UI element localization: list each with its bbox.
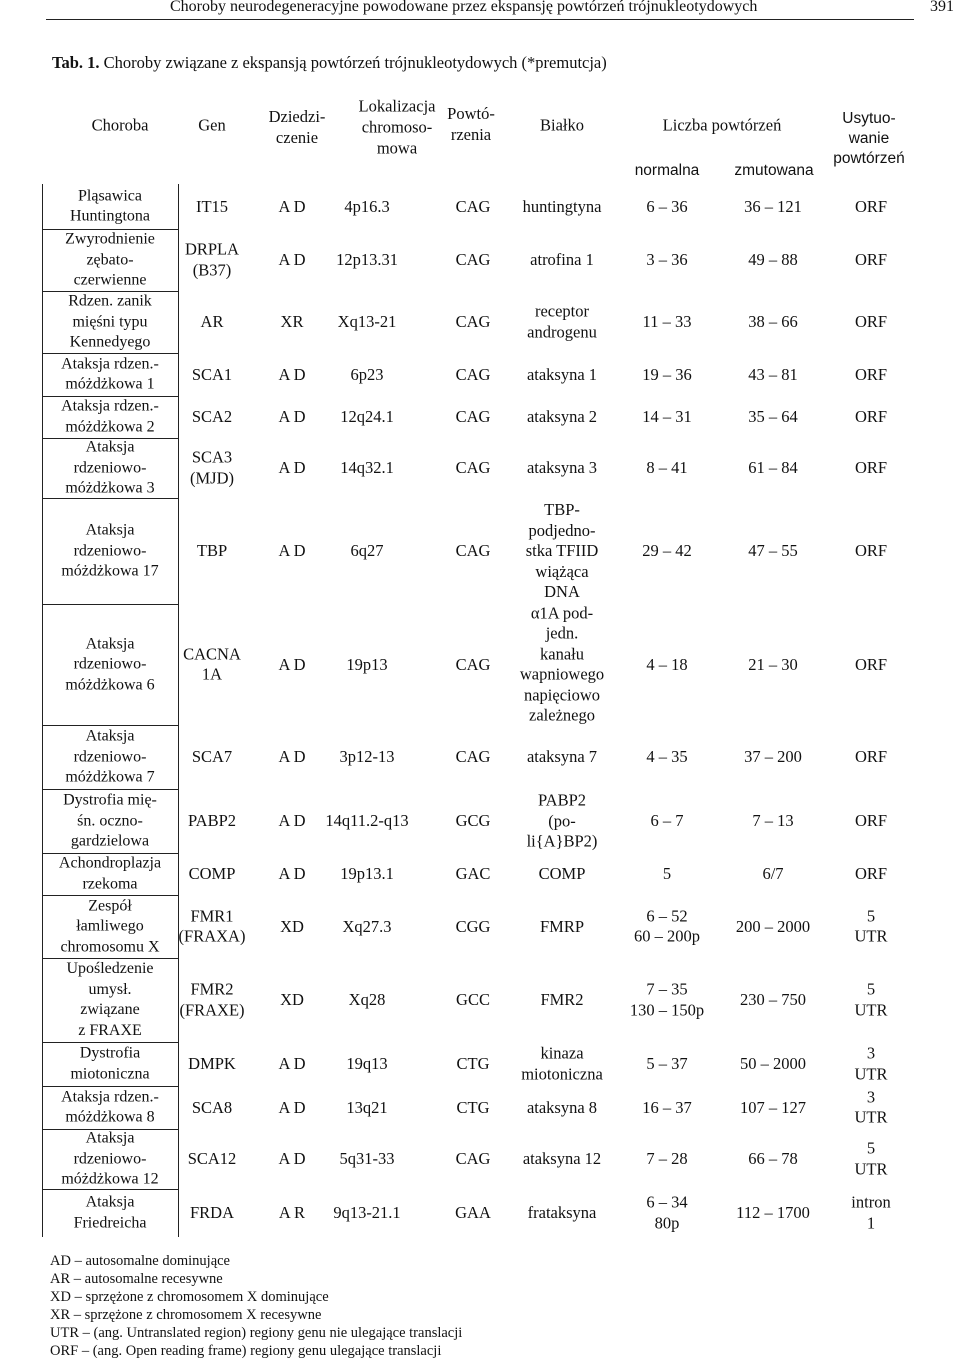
repeat-cell: CAG xyxy=(455,457,491,477)
location-cell: ORF xyxy=(854,540,888,560)
protein-cell: ataksyna 8 xyxy=(526,1097,598,1117)
legend-item: XD – sprzężone z chromosomem X dominujące xyxy=(50,1289,329,1305)
normal-cell: 5 xyxy=(662,863,672,883)
column-header-mutated: zmutowana xyxy=(734,162,814,179)
page-header xyxy=(0,0,960,20)
protein-cell: COMP xyxy=(538,863,586,883)
normal-cell: 6 – 34 80p xyxy=(646,1192,688,1232)
disease-cell: Dystrofia miotoniczna xyxy=(70,1044,150,1082)
mutated-cell: 35 – 64 xyxy=(748,406,798,426)
protein-cell: receptor androgenu xyxy=(527,301,597,341)
disease-cell: Zwyrodnienie zębato- czerwienne xyxy=(65,230,155,289)
location-cell: 3 UTR xyxy=(854,1087,888,1127)
normal-cell: 11 – 33 xyxy=(642,311,692,331)
normal-cell: 5 – 37 xyxy=(646,1053,688,1073)
mutated-cell: 50 – 2000 xyxy=(740,1053,806,1073)
gene-cell: PABP2 xyxy=(187,810,237,830)
mutated-cell: 107 – 127 xyxy=(740,1097,806,1117)
repeat-cell: CAG xyxy=(455,746,491,766)
location-cell: intron 1 xyxy=(851,1192,891,1232)
normal-cell: 6 – 36 xyxy=(646,196,688,216)
protein-cell: atrofina 1 xyxy=(530,249,594,269)
table-caption xyxy=(52,53,607,73)
disease-cell: Ataksja rdzen.- móżdżkowa 1 xyxy=(61,355,159,393)
column-header-protein: Białko xyxy=(540,115,584,135)
inheritance-cell: A D xyxy=(278,406,306,426)
location-cell: ORF xyxy=(854,406,888,426)
gene-cell: AR xyxy=(200,311,224,331)
protein-cell: PABP2 (po- li{A}BP2) xyxy=(526,790,598,851)
repeat-cell: CTG xyxy=(456,1053,490,1073)
mutated-cell: 200 – 2000 xyxy=(735,916,811,936)
gene-cell: FMR2 (FRAXE) xyxy=(179,979,245,1019)
normal-cell: 14 – 31 xyxy=(642,406,692,426)
inheritance-cell: A D xyxy=(278,1148,306,1168)
protein-cell: TBP- podjedno- stka TFIID wiążąca DNA xyxy=(525,499,599,601)
gene-cell: SCA3 (MJD) xyxy=(190,447,234,487)
inheritance-cell: A D xyxy=(278,249,306,269)
disease-cell: Dystrofia mię- śn. oczno- gardzielowa xyxy=(63,791,157,850)
inheritance-cell: A D xyxy=(278,746,306,766)
legend xyxy=(50,1252,462,1360)
normal-cell: 3 – 36 xyxy=(646,249,688,269)
repeat-cell: CAG xyxy=(455,249,491,269)
locus-cell: 4p16.3 xyxy=(344,196,390,216)
gene-cell: SCA7 xyxy=(191,746,233,766)
location-cell: ORF xyxy=(854,863,888,883)
locus-cell: 14q32.1 xyxy=(340,457,394,477)
locus-cell: 19q13 xyxy=(346,1053,388,1073)
inheritance-cell: A D xyxy=(278,810,306,830)
column-header-disease: Choroba xyxy=(91,115,149,135)
mutated-cell: 49 – 88 xyxy=(748,249,798,269)
inheritance-cell: A D xyxy=(278,1097,306,1117)
normal-cell: 4 – 18 xyxy=(646,654,688,674)
gene-cell: SCA12 xyxy=(187,1148,237,1168)
location-cell: ORF xyxy=(854,311,888,331)
locus-cell: 6q27 xyxy=(350,540,384,560)
column-header-gene: Gen xyxy=(198,115,226,135)
inheritance-cell: A D xyxy=(278,863,306,883)
legend-item: AD – autosomalne dominujące xyxy=(50,1253,230,1269)
locus-cell: Xq27.3 xyxy=(342,916,392,936)
running-title: Choroby neurodegeneracyjne powodowane przez ekspansję powtórzeń trójnukleotydowych xyxy=(170,0,758,15)
inheritance-cell: A D xyxy=(278,364,306,384)
disease-cell: Rdzen. zanik mięśni typu Kennedyego xyxy=(68,292,152,351)
location-cell: ORF xyxy=(854,196,888,216)
mutated-cell: 36 – 121 xyxy=(744,196,802,216)
disease-cell: Ataksja rdzen.- móżdżkowa 2 xyxy=(61,397,159,435)
location-cell: ORF xyxy=(854,746,888,766)
location-cell: ORF xyxy=(854,364,888,384)
repeat-cell: GCC xyxy=(456,989,490,1009)
mutated-cell: 7 – 13 xyxy=(752,810,794,830)
row-divider xyxy=(42,604,178,605)
mutated-cell: 38 – 66 xyxy=(748,311,798,331)
mutated-cell: 47 – 55 xyxy=(748,540,798,560)
disease-cell: Ataksja rdzeniowo- móżdżkowa 7 xyxy=(65,727,155,786)
locus-cell: 6p23 xyxy=(350,364,384,384)
disease-cell: Achondroplazja rzekoma xyxy=(58,854,162,892)
location-cell: 5 UTR xyxy=(854,979,888,1019)
disease-cell: Ataksja rdzeniowo- móżdżkowa 12 xyxy=(61,1129,159,1188)
gene-cell: SCA8 xyxy=(191,1097,233,1117)
inheritance-cell: A D xyxy=(278,196,306,216)
repeat-cell: GAA xyxy=(455,1202,491,1222)
locus-cell: 14q11.2-q13 xyxy=(325,810,409,830)
location-cell: 3 UTR xyxy=(854,1043,888,1083)
locus-cell: 12p13.31 xyxy=(336,249,398,269)
column-header-inheritance: Dziedzi- czenie xyxy=(268,107,326,147)
repeat-cell: CAG xyxy=(455,1148,491,1168)
locus-cell: 3p12-13 xyxy=(339,746,395,766)
mutated-cell: 61 – 84 xyxy=(748,457,798,477)
table-label: Tab. 1. xyxy=(52,53,100,72)
mutated-cell: 230 – 750 xyxy=(740,989,806,1009)
legend-item: AR – autosomalne recesywne xyxy=(50,1271,223,1287)
location-cell: 5 UTR xyxy=(854,1138,888,1178)
gene-cell: SCA1 xyxy=(191,364,233,384)
inheritance-cell: XD xyxy=(280,916,304,936)
mutated-cell: 43 – 81 xyxy=(748,364,798,384)
disease-cell: Upośledzenie umysł. związane z FRAXE xyxy=(66,960,154,1039)
repeat-cell: CAG xyxy=(455,406,491,426)
protein-cell: α1A pod- jedn. kanału wapniowego napięciowo zależnego xyxy=(519,603,605,725)
repeat-cell: CAG xyxy=(455,364,491,384)
column-header-repeat-count: Liczba powtórzeń xyxy=(662,115,782,135)
protein-cell: ataksyna 7 xyxy=(526,746,598,766)
gene-cell: FRDA xyxy=(189,1202,235,1222)
repeat-cell: CAG xyxy=(455,654,491,674)
normal-cell: 6 – 7 xyxy=(650,810,684,830)
location-cell: ORF xyxy=(854,249,888,269)
normal-cell: 19 – 36 xyxy=(642,364,692,384)
legend-item: ORF – (ang. Open reading frame) regiony genu ulegające translacji xyxy=(50,1343,442,1359)
protein-cell: ataksyna 3 xyxy=(526,457,598,477)
location-cell: 5 UTR xyxy=(854,906,888,946)
disease-cell: Ataksja rdzeniowo- móżdżkowa 6 xyxy=(65,634,155,693)
normal-cell: 4 – 35 xyxy=(646,746,688,766)
inheritance-cell: XD xyxy=(280,989,304,1009)
normal-cell: 6 – 52 60 – 200p xyxy=(634,906,700,946)
gene-cell: DMPK xyxy=(188,1053,236,1073)
disease-cell: Pląsawica Huntingtona xyxy=(70,187,150,225)
locus-cell: 19p13.1 xyxy=(340,863,394,883)
normal-cell: 16 – 37 xyxy=(642,1097,692,1117)
locus-cell: 5q31-33 xyxy=(339,1148,395,1168)
mutated-cell: 6/7 xyxy=(762,863,784,883)
column-header-location: Usytuo- wanie powtórzeń xyxy=(833,110,905,167)
normal-cell: 8 – 41 xyxy=(646,457,688,477)
repeat-diseases-table xyxy=(40,87,914,1239)
protein-cell: ataksyna 2 xyxy=(526,406,598,426)
repeat-cell: GCG xyxy=(455,810,491,830)
mutated-cell: 21 – 30 xyxy=(748,654,798,674)
column-header-normal: normalna xyxy=(634,162,700,179)
disease-cell: Ataksja rdzeniowo- móżdżkowa 3 xyxy=(65,438,155,497)
locus-cell: 13q21 xyxy=(346,1097,388,1117)
mutated-cell: 66 – 78 xyxy=(748,1148,798,1168)
page-number: 391 xyxy=(930,0,954,15)
gene-cell: COMP xyxy=(188,863,236,883)
repeat-cell: CTG xyxy=(456,1097,490,1117)
repeat-cell: CAG xyxy=(455,540,491,560)
inheritance-cell: A D xyxy=(278,457,306,477)
location-cell: ORF xyxy=(854,810,888,830)
inheritance-cell: A D xyxy=(278,540,306,560)
normal-cell: 7 – 35 130 – 150p xyxy=(629,979,705,1019)
locus-cell: 9q13-21.1 xyxy=(333,1202,401,1222)
inheritance-cell: A R xyxy=(278,1202,306,1222)
gene-cell: FMR1 (FRAXA) xyxy=(178,906,246,946)
repeat-cell: CAG xyxy=(455,311,491,331)
locus-cell: 12q24.1 xyxy=(340,406,394,426)
location-cell: ORF xyxy=(854,654,888,674)
protein-cell: FMRP xyxy=(539,916,585,936)
location-cell: ORF xyxy=(854,457,888,477)
gene-cell: TBP xyxy=(196,540,228,560)
disease-cell: Ataksja Friedreicha xyxy=(73,1193,147,1231)
gene-cell: SCA2 xyxy=(191,406,233,426)
protein-cell: FMR2 xyxy=(540,989,584,1009)
mutated-cell: 37 – 200 xyxy=(744,746,802,766)
column-header-repeat: Powtó- rzenia xyxy=(447,104,495,144)
protein-cell: ataksyna 1 xyxy=(526,364,598,384)
protein-cell: huntingtyna xyxy=(522,196,602,216)
column-header-locus: Lokalizacja chromoso- mowa xyxy=(358,96,436,158)
normal-cell: 7 – 28 xyxy=(646,1148,688,1168)
normal-cell: 29 – 42 xyxy=(642,540,692,560)
disease-cell: Ataksja rdzeniowo- móżdżkowa 17 xyxy=(61,521,159,580)
repeat-cell: CAG xyxy=(455,196,491,216)
table-title: Choroby związane z ekspansją powtórzeń trójnukleotydowych (*premutcja) xyxy=(103,53,607,72)
protein-cell: frataksyna xyxy=(527,1202,597,1222)
mutated-cell: 112 – 1700 xyxy=(736,1202,810,1222)
inheritance-cell: A D xyxy=(278,654,306,674)
gene-cell: DRPLA (B37) xyxy=(184,239,240,279)
inheritance-cell: A D xyxy=(278,1053,306,1073)
gene-cell: IT15 xyxy=(195,196,229,216)
disease-cell: Zespół łamliwego chromosomu X xyxy=(60,896,160,955)
gene-cell: CACNA 1A xyxy=(183,644,241,684)
header-rule xyxy=(46,19,914,20)
legend-item: XR – sprzężone z chromosomem X recesywne xyxy=(50,1307,322,1323)
inheritance-cell: XR xyxy=(280,311,304,331)
repeat-cell: CGG xyxy=(455,916,491,936)
disease-cell: Ataksja rdzen.- móżdżkowa 8 xyxy=(61,1088,159,1126)
legend-item: UTR – (ang. Untranslated region) regiony genu nie ulegające translacji xyxy=(50,1325,463,1341)
locus-cell: Xq28 xyxy=(348,989,386,1009)
locus-cell: Xq13-21 xyxy=(337,311,397,331)
locus-cell: 19p13 xyxy=(346,654,388,674)
protein-cell: kinaza miotoniczna xyxy=(521,1043,603,1083)
protein-cell: ataksyna 12 xyxy=(522,1148,602,1168)
repeat-cell: GAC xyxy=(455,863,491,883)
